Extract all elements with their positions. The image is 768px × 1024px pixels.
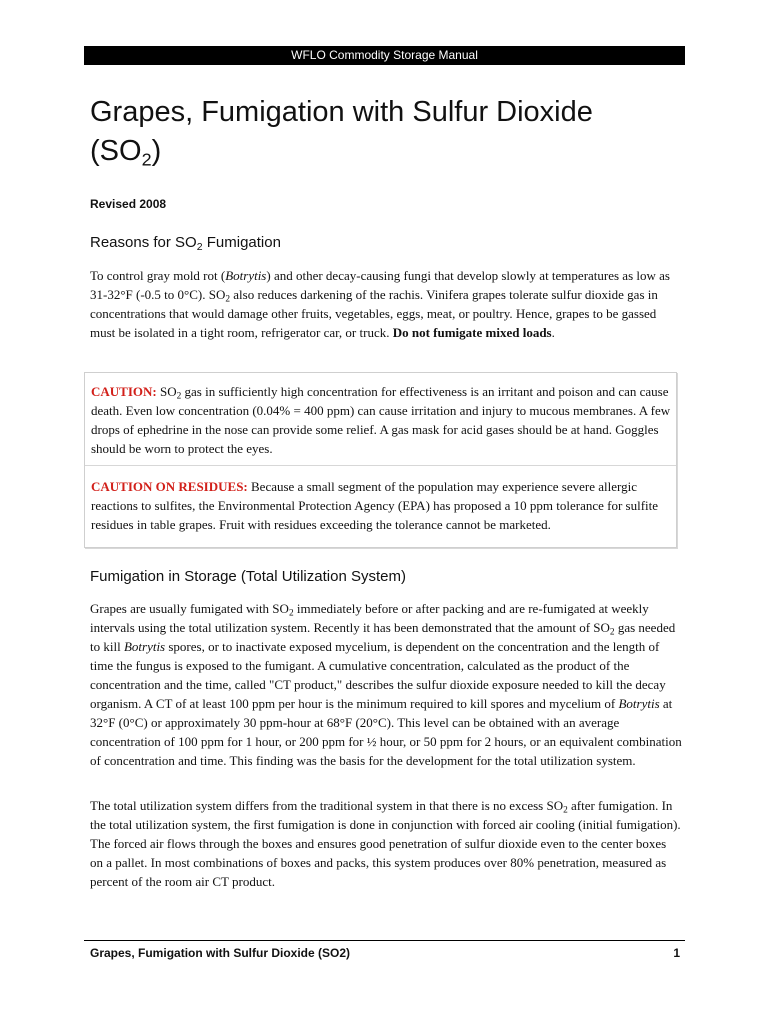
text-run: SO	[156, 384, 177, 399]
section-heading-storage: Fumigation in Storage (Total Utilization System)	[90, 568, 406, 585]
heading-post: Fumigation	[202, 234, 281, 251]
text-run: also reduces darkening of the rachis. Vinifera grapes tolerate sulfur dioxide gas in concentrations that would damage other fruits, vegetables, eggs, meat, or poultry. Hence, grapes to be gassed must be isolated in a tight room, refrigerator car, or truck.	[90, 287, 658, 340]
text-run: The total utilization system differs from the traditional system in that there is no excess SO	[90, 798, 564, 813]
caution-paragraph	[91, 382, 672, 458]
title-line2-pre: (SO	[90, 135, 142, 167]
text-run: after fumigation. In the total utilization system, the first fumigation is done in conjunction with forced air cooling (initial fumigation). The forced air flows through the boxes and ensures good penetration of sulfur dioxide even to the center boxes on a pallet. In most combinations of boxes and packs, this system produces over 80% penetration, measured as percent of the room air CT product.	[90, 798, 681, 889]
subscript: 2	[288, 608, 294, 619]
italic-run: Botrytis	[225, 268, 267, 283]
bold-warning-run: Do not fumigate mixed loads	[392, 325, 552, 340]
text-run: immediately before or after packing and are re-fumigated at weekly intervals using the total utilization system. Recently it has been demonstrated that the amount of SO	[90, 601, 649, 635]
title-subscript: 2	[141, 149, 152, 170]
text-run: Because a small segment of the population may experience severe allergic reactions to sulfites, the Environmental Protection Agency (EPA) has proposed a 10 ppm tolerance for sulfite residues in table grapes. Fruit with residues exceeding the tolerance cannot be marketed.	[91, 479, 659, 532]
footer-title: Grapes, Fumigation with Sulfur Dioxide (SO2)	[90, 946, 351, 960]
storage-paragraph-2	[90, 796, 682, 891]
heading-subscript: 2	[196, 241, 203, 254]
title-line1: Grapes, Fumigation with Sulfur Dioxide	[90, 96, 593, 128]
footer-rule	[84, 940, 685, 941]
text-run: Grapes are usually fumigated with SO	[90, 601, 289, 616]
caution-label: CAUTION:	[91, 384, 157, 399]
section-heading-reasons	[90, 233, 281, 253]
subscript: 2	[225, 294, 231, 305]
page-number: 1	[673, 946, 680, 960]
caution-box	[84, 372, 677, 548]
italic-run: Botrytis	[123, 639, 166, 654]
text-run: gas needed to kill	[90, 620, 676, 654]
text-run: .	[551, 325, 555, 340]
text-run: gas in sufficiently high concentration for effectiveness is an irritant and poison and can cause death. Even low concentration (0.04% = 400 ppm) can cause irritation and injury to mucous membranes. A few drops of ephedrine in the nose can provide some relief. A gas mask for acid gases should be at hand. Goggles should be worn to protect the eyes.	[91, 384, 671, 456]
storage-paragraph-1	[90, 599, 682, 770]
page-title	[90, 93, 680, 171]
running-header	[84, 46, 685, 65]
title-line2-post: )	[151, 135, 162, 167]
text-run: at 32°F (0°C) or approximately 30 ppm-hour at 68°F (20°C). This level can be obtained with an average concentration of 100 ppm for 1 hour, or 200 ppm for ½ hour, or 50 ppm for 2 hours, or an equivalent combination of concentration and time. This finding was the basis for the development for the total utilization system.	[90, 696, 682, 768]
heading-pre: Reasons for SO	[90, 234, 197, 251]
text-run: To control gray mold rot (	[90, 268, 226, 283]
subscript: 2	[176, 391, 182, 402]
caution-residues-paragraph	[91, 477, 672, 534]
reasons-paragraph	[90, 266, 682, 342]
text-run: spores, or to inactivate exposed mycelium, is dependent on the concentration and the length of time the fungus is exposed to the fumigant. A cumulative concentration, calculated as the product of the concentration and the time, called "CT product," describes the sulfur dioxide exposure needed to kill the decay organism. A CT of at least 100 ppm per hour is the minimum required to kill spores and mycelium of	[90, 639, 666, 711]
italic-run: Botrytis	[618, 696, 660, 711]
revised-date: Revised 2008	[90, 197, 167, 211]
caution-divider	[85, 465, 676, 466]
caution-residues-label: CAUTION ON RESIDUES:	[91, 479, 248, 494]
subscript: 2	[609, 627, 615, 638]
text-run: ) and other decay-causing fungi that develop slowly at temperatures as low as 31-32°F (-0.5 to 0°C). SO	[90, 268, 670, 302]
subscript: 2	[563, 805, 568, 816]
manual-title: WFLO Commodity Storage Manual	[291, 48, 478, 62]
